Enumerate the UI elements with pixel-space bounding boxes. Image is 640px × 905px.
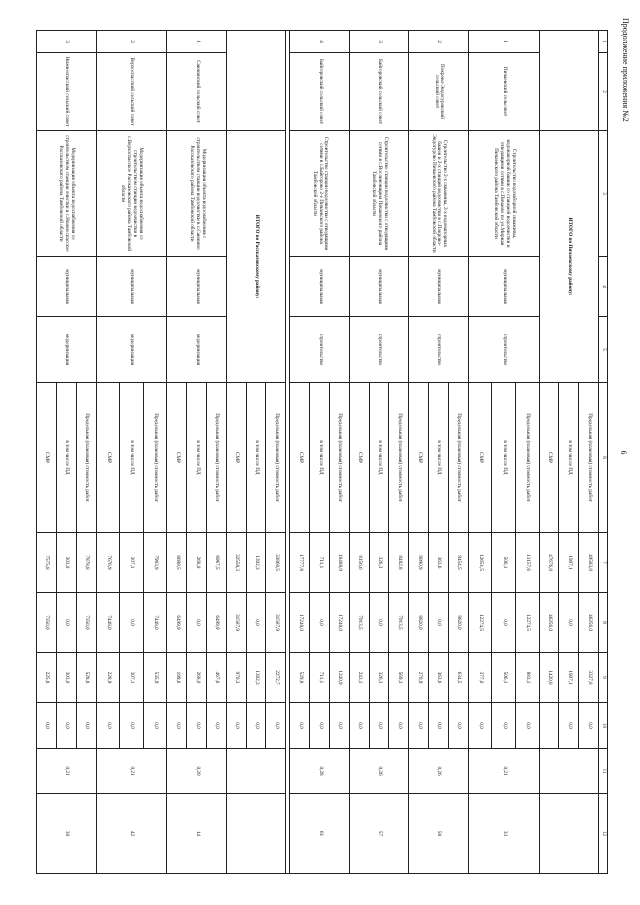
value-c11: 0,21 — [37, 749, 97, 794]
settlement-name: Саюкинский сельский совет — [167, 53, 226, 131]
cost-type: в том числе ПД — [246, 383, 266, 533]
value-c8: 31587,9 — [266, 593, 286, 653]
project-number: 2 — [96, 31, 167, 53]
project-row — [329, 31, 349, 874]
total-spacer — [539, 794, 598, 874]
total-spacer — [226, 794, 285, 874]
settlement-name: Верхоспасский сельский совет — [96, 53, 167, 131]
value-c7: 1907,1 — [559, 533, 579, 593]
cost-type: Предельная (плановая) стоимость работ — [206, 383, 226, 533]
value-c7: 49583,8 — [579, 533, 599, 593]
cost-type: Предельная (плановая) стоимость работ — [76, 383, 96, 533]
ownership-type: муниципальная — [167, 257, 226, 317]
project-number: 1 — [468, 31, 539, 53]
value-c7: 7983,9 — [143, 533, 167, 593]
value-c7: 13157,6 — [515, 533, 539, 593]
value-c8: 0,0 — [56, 593, 76, 653]
cost-type: в том числе ПД — [559, 383, 579, 533]
object-name: Модернизация объекта водоснабжения с строительством станции водоочистки в с.Саюкино Рассказовского района Тамбовской области — [167, 131, 226, 257]
value-c12: 57 — [349, 794, 408, 874]
object-name: Строительство водозаборной скважины, водонапорной башни со станцией водоочистки и отводящими сетями в с.Пичаево по ул.Мирная Пичаевского района Тамбовской области — [468, 131, 539, 257]
value-c7: 6967,5 — [206, 533, 226, 593]
value-c8: 7448,0 — [143, 593, 167, 653]
project-number: 3 — [37, 31, 97, 53]
value-c9: 243,1 — [349, 653, 369, 703]
value-c10: 0,0 — [226, 703, 246, 749]
value-c8: 46256,0 — [579, 593, 599, 653]
project-row — [143, 31, 167, 874]
value-c7: 32558,3 — [226, 533, 246, 593]
cost-type: СМР — [37, 383, 57, 533]
value-c7: 8156,6 — [349, 533, 369, 593]
value-c7: 7676,9 — [96, 533, 120, 593]
value-c9: 506,1 — [492, 653, 516, 703]
separator-cell — [286, 31, 290, 874]
ownership-type: муниципальная — [96, 257, 167, 317]
value-c8: 7913,5 — [389, 593, 409, 653]
value-c10 — [539, 703, 559, 749]
value-c10: 0,0 — [369, 703, 389, 749]
data-table — [36, 30, 608, 874]
col-num: 12 — [599, 794, 608, 874]
value-c10: 0,0 — [329, 703, 349, 749]
value-c9: 569,3 — [389, 653, 409, 703]
value-c10: 0,0 — [409, 703, 429, 749]
value-c8: 6499,9 — [167, 593, 187, 653]
object-name: Строительство станции водоочистки с отводящими сетями в с.Вослиновщина Пичаевского района Тамбовской области — [349, 131, 408, 257]
value-c9: 363,6 — [429, 653, 449, 703]
cost-type: в том числе ПД — [492, 383, 516, 533]
value-c8: 0,0 — [187, 593, 207, 653]
project-number: 3 — [349, 31, 408, 53]
value-c9: 1420,8 — [539, 653, 559, 703]
value-c8: 12274,5 — [515, 593, 539, 653]
value-c7: 18488,9 — [329, 533, 349, 593]
value-c10: 0,0 — [290, 703, 310, 749]
value-c9: 326,3 — [369, 653, 389, 703]
col-num: 10 — [599, 703, 608, 749]
work-type: модернизация — [37, 317, 97, 383]
value-c10: 0,0 — [579, 703, 599, 749]
value-c8: 17248,0 — [290, 593, 310, 653]
value-c10: 0,0 — [143, 703, 167, 749]
value-c11: 0,21 — [468, 749, 539, 794]
project-row — [448, 31, 468, 874]
value-c10: 0,0 — [515, 703, 539, 749]
value-c9: 711,1 — [310, 653, 330, 703]
cost-type: в том числе ПД — [369, 383, 389, 533]
total-label: ИТОГО по Рассказовскому району: — [226, 131, 285, 383]
cost-type: СМР — [409, 383, 429, 533]
value-c12: 14 — [167, 794, 226, 874]
value-c7: 9454,5 — [448, 533, 468, 593]
value-c10: 0,0 — [389, 703, 409, 749]
work-type: строительство — [349, 317, 408, 383]
value-c8: 0,0 — [310, 593, 330, 653]
value-c10: 0,0 — [96, 703, 120, 749]
project-number: 2 — [409, 31, 468, 53]
value-c10: 0,0 — [37, 703, 57, 749]
value-c12: 33 — [468, 794, 539, 874]
value-c9: 270,9 — [409, 653, 429, 703]
cost-type: Предельная (плановая) стоимость работ — [579, 383, 599, 533]
value-c9: 467,6 — [206, 653, 226, 703]
value-c7: 303,0 — [56, 533, 76, 593]
value-c11: 0,21 — [96, 749, 167, 794]
value-c9: 528,8 — [76, 653, 96, 703]
work-type: строительство — [290, 317, 349, 383]
total-spacer — [226, 749, 285, 794]
object-name: Строительство 2-х скважины, 2-х водонапорных башен и 2-х станций водоочистки в с.Покрово-Эндогурово Пичаевского района Тамбовской области — [409, 131, 468, 257]
value-c12: 61 — [290, 794, 349, 874]
value-c12: 30 — [37, 794, 97, 874]
value-c7: 506,1 — [492, 533, 516, 593]
value-c9: 529,8 — [290, 653, 310, 703]
work-type: модернизация — [167, 317, 226, 383]
value-c9: 634,5 — [448, 653, 468, 703]
settlement-name: Нижнеспасский сельский совет — [37, 53, 97, 131]
cost-type: в том числе ПД — [310, 383, 330, 533]
value-c10: 0,0 — [56, 703, 76, 749]
value-c9: 199,6 — [167, 653, 187, 703]
project-row — [206, 31, 226, 874]
value-c8: 7913,5 — [349, 593, 369, 653]
value-c7: 711,1 — [310, 533, 330, 593]
value-c8: 0,0 — [559, 593, 579, 653]
value-c11: 0,28 — [290, 749, 349, 794]
project-number: 1 — [167, 31, 226, 53]
cost-type: в том числе ПД — [56, 383, 76, 533]
appendix-label: Продолжение приложения №2 — [621, 18, 630, 122]
col-num: 6 — [599, 383, 608, 533]
project-row — [389, 31, 409, 874]
value-c7: 1302,3 — [246, 533, 266, 593]
value-c7: 6699,5 — [167, 533, 187, 593]
value-c12: 42 — [96, 794, 167, 874]
cost-type: в том числе ПД — [120, 383, 144, 533]
value-c7: 9090,9 — [409, 533, 429, 593]
value-c8: 0,0 — [492, 593, 516, 653]
col-num: 7 — [599, 533, 608, 593]
cost-type: в том числе ПД — [429, 383, 449, 533]
cost-type: в том числе ПД — [187, 383, 207, 533]
value-c9: 970,3 — [226, 653, 246, 703]
cost-type: СМР — [468, 383, 492, 533]
col-num: 2 — [599, 53, 608, 131]
value-c10: 0,0 — [429, 703, 449, 749]
ownership-type: муниципальная — [409, 257, 468, 317]
value-c10: 0,0 — [266, 703, 286, 749]
total-row — [266, 31, 286, 874]
project-number: 4 — [290, 31, 349, 53]
value-c8: 8820,0 — [448, 593, 468, 653]
value-c9: 3327,8 — [579, 653, 599, 703]
col-num: 4 — [599, 257, 608, 317]
value-c10: 0,0 — [492, 703, 516, 749]
value-c8: 12274,5 — [468, 593, 492, 653]
col-num: 5 — [599, 317, 608, 383]
value-c8: 0,0 — [246, 593, 266, 653]
cost-type: Предельная (плановая) стоимость работ — [143, 383, 167, 533]
col-num: 1 — [599, 31, 608, 53]
value-c10: 0,0 — [206, 703, 226, 749]
value-c7: 7575,8 — [37, 533, 57, 593]
page-number: 6 — [619, 450, 628, 455]
value-c11: 0,26 — [349, 749, 408, 794]
object-name: Модернизация объекта водоснабжения со строительством станции очистки в с.Нижнеспасское Рассказовского района Тамбовской области — [37, 131, 97, 257]
column-number-row — [599, 31, 608, 874]
value-c8: 7448,0 — [96, 593, 120, 653]
value-c7: 363,6 — [429, 533, 449, 593]
project-row — [76, 31, 96, 874]
cost-type: СМР — [226, 383, 246, 533]
cost-type: СМР — [96, 383, 120, 533]
cost-type: СМР — [167, 383, 187, 533]
value-c10: 0,0 — [349, 703, 369, 749]
value-c7: 47676,8 — [539, 533, 559, 593]
value-c10: 0,0 — [310, 703, 330, 749]
ownership-type: муниципальная — [468, 257, 539, 317]
total-spacer — [226, 31, 285, 131]
cost-type: СМР — [539, 383, 559, 533]
value-c10: 0,0 — [76, 703, 96, 749]
value-c10: 0,0 — [187, 703, 207, 749]
value-c9: 228,9 — [96, 653, 120, 703]
settlement-name: Байгоровский сельский совет — [290, 53, 349, 131]
value-c8: 46256,0 — [539, 593, 559, 653]
value-c8: 0,0 — [429, 593, 449, 653]
ownership-type: муниципальная — [37, 257, 97, 317]
value-c9: 2272,7 — [266, 653, 286, 703]
value-c8: 17248,0 — [329, 593, 349, 653]
value-c8: 7350,0 — [76, 593, 96, 653]
value-c9: 535,9 — [143, 653, 167, 703]
value-c9: 883,1 — [515, 653, 539, 703]
col-num: 8 — [599, 593, 608, 653]
ownership-type: муниципальная — [290, 257, 349, 317]
cost-type: Предельная (плановая) стоимость работ — [266, 383, 286, 533]
object-name: Строительство станции водоочистки с отводящими сетями в с.Байгорово 2-е Пичаевского района Тамбовской области — [290, 131, 349, 257]
value-c9: 1907,1 — [559, 653, 579, 703]
cost-type: Предельная (плановая) стоимость работ — [515, 383, 539, 533]
value-c9: 1302,3 — [246, 653, 266, 703]
value-c9: 268,0 — [187, 653, 207, 703]
value-c10: 0,0 — [120, 703, 144, 749]
value-c12: 58 — [409, 794, 468, 874]
value-c11: 0,26 — [409, 749, 468, 794]
total-row — [579, 31, 599, 874]
value-c10: 0,0 — [246, 703, 266, 749]
settlement-name: Покрово-Эндогуровский сельский совет — [409, 53, 468, 131]
cost-type: СМР — [349, 383, 369, 533]
work-type: строительство — [468, 317, 539, 383]
value-c7: 33860,5 — [266, 533, 286, 593]
object-name: Модернизация объекта водоснабжения со строительством станции водоочистки в с.Верхоспасское Рассказовского района Тамбовской области — [96, 131, 167, 257]
value-c7: 12651,5 — [468, 533, 492, 593]
work-type: строительство — [409, 317, 468, 383]
col-num: 3 — [599, 131, 608, 257]
margin-stamp: … — [625, 6, 630, 10]
cost-type: Предельная (плановая) стоимость работ — [448, 383, 468, 533]
value-c10: 0,0 — [468, 703, 492, 749]
value-c8: 7350,0 — [37, 593, 57, 653]
cost-type: СМР — [290, 383, 310, 533]
ownership-type: муниципальная — [349, 257, 408, 317]
value-c7: 7878,8 — [76, 533, 96, 593]
value-c11: 0,20 — [167, 749, 226, 794]
value-c9: 307,1 — [120, 653, 144, 703]
project-row — [515, 31, 539, 874]
value-c10: 0,0 — [167, 703, 187, 749]
value-c9: 225,8 — [37, 653, 57, 703]
value-c9: 377,0 — [468, 653, 492, 703]
col-num: 9 — [599, 653, 608, 703]
value-c7: 326,3 — [369, 533, 389, 593]
cost-type: Предельная (плановая) стоимость работ — [389, 383, 409, 533]
value-c10: 0,0 — [448, 703, 468, 749]
value-c9: 1240,9 — [329, 653, 349, 703]
value-c8: 6499,9 — [206, 593, 226, 653]
value-c10: 0,0 — [559, 703, 579, 749]
col-num: 11 — [599, 749, 608, 794]
settlement-name: Пичаевский сельсовет — [468, 53, 539, 131]
value-c7: 8482,8 — [389, 533, 409, 593]
value-c8: 0,0 — [369, 593, 389, 653]
value-c8: 8820,0 — [409, 593, 429, 653]
value-c7: 17777,8 — [290, 533, 310, 593]
total-label: ИТОГО по Пичаевскому району: — [539, 131, 598, 383]
total-spacer — [539, 749, 598, 794]
value-c7: 268,0 — [187, 533, 207, 593]
cost-type: Предельная (плановая) стоимость работ — [329, 383, 349, 533]
value-c9: 303,0 — [56, 653, 76, 703]
value-c8: 31587,9 — [226, 593, 246, 653]
separator-row — [286, 31, 290, 874]
settlement-name: Байгоровский сельский совет — [349, 53, 408, 131]
work-type: модернизация — [96, 317, 167, 383]
value-c8: 0,0 — [120, 593, 144, 653]
value-c7: 307,1 — [120, 533, 144, 593]
total-spacer — [539, 31, 598, 131]
